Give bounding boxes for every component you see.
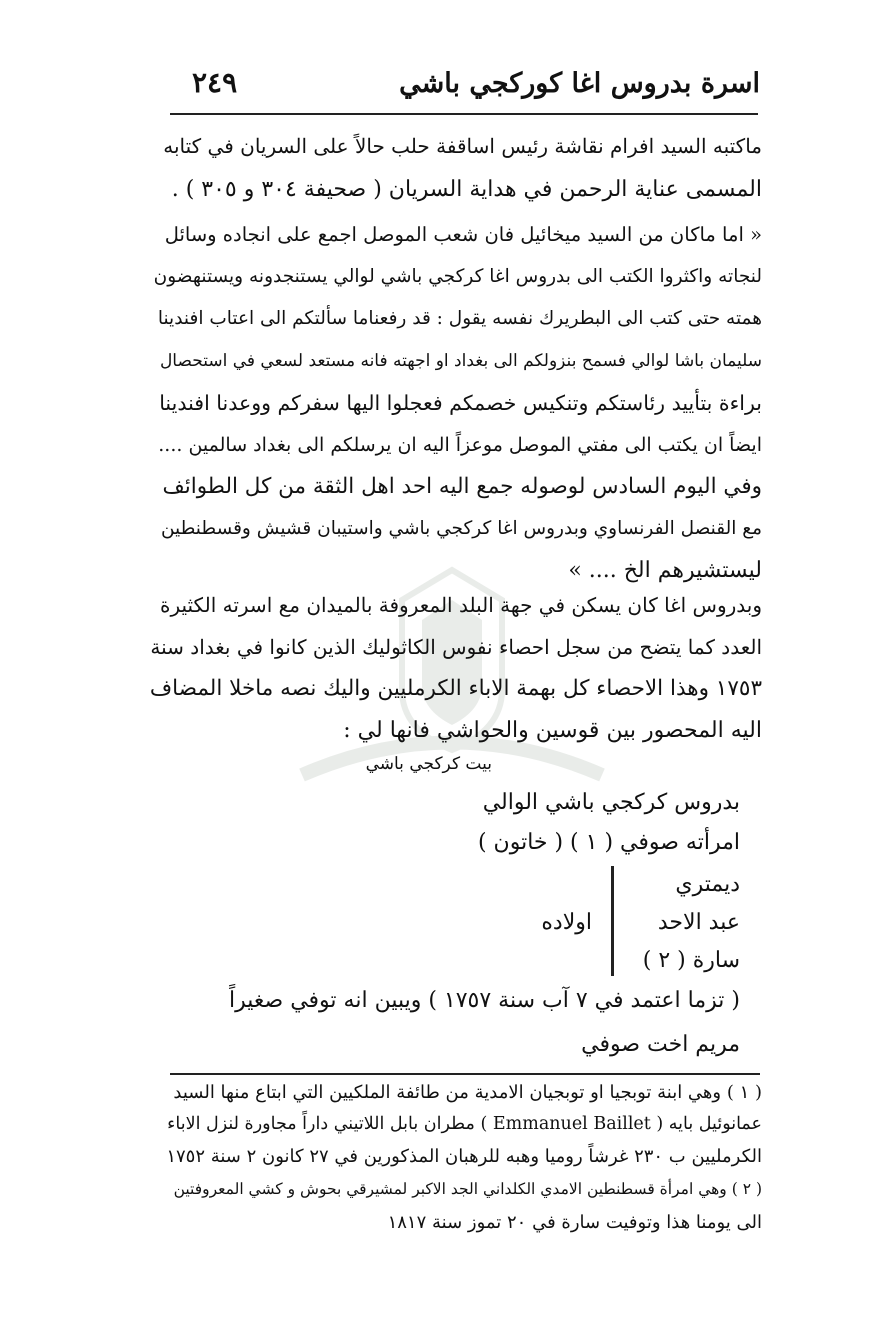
paragraph-1	[150, 124, 762, 214]
household-wife: امرأته صوفي ( ١ ) ( خاتون )	[477, 830, 740, 855]
paragraph-2	[150, 213, 762, 613]
text-line: مع القنصل الفرنساوي وبدروس اغا كركجي باشي واستيبان قشيش وقسطنطين	[160, 518, 762, 539]
footnote-line: الكرمليين ب ٢٣٠ غرشاً روميا وهبه للرهبان المذكورين في ٢٧ كانون ٢ سنة ١٧٥٢	[166, 1146, 762, 1167]
text-line: ماكتبه السيد افرام نقاشة رئيس اساقفة حلب حالاً على السريان في كتابه	[163, 134, 762, 158]
child-name: سارة ( ٢ )	[642, 948, 740, 973]
text-line: ليستشيرهم الخ .... »	[568, 558, 762, 583]
header-rule	[170, 113, 758, 115]
child-name: ديمتري	[675, 872, 740, 897]
footnote-line: ( ١ ) وهي ابنة توبجيا او توبجيان الامدية من طائفة الملكيين التي ابتاع منها السيد	[173, 1082, 762, 1103]
text-line: العدد كما يتضح من سجل احصاء نفوس الكاثوليك الذين كانوا في بغداد سنة	[150, 635, 762, 659]
text-line: وبدروس اغا كان يسكن في جهة البلد المعروفة بالميدان مع اسرته الكثيرة	[159, 593, 762, 617]
household-note: ( تزما اعتمد في ٧ آب سنة ١٧٥٧ ) ويبين انه توفي صغيراً	[229, 988, 740, 1013]
running-title: اسرة بدروس اغا كوركجي باشي	[399, 68, 760, 99]
children-label: اولاده	[541, 910, 592, 935]
text-line: لنجاته واكثروا الكتب الى بدروس اغا كركجي باشي لوالي يستنجدونه ويستنهضون	[153, 266, 762, 287]
text-line: ١٧٥٣ وهذا الاحصاء كل بهمة الاباء الكرمليين واليك نصه ماخلا المضاف	[149, 676, 762, 701]
child-name: عبد الاحد	[657, 910, 740, 935]
text-line: همته حتى كتب الى البطريرك نفسه يقول : قد رفعناما سألتكم الى اعتاب افندينا	[157, 308, 762, 329]
page-number: ٢٤٩	[192, 66, 238, 99]
text-line: ايضاً ان يكتب الى مفتي الموصل موعزاً اليه ان يرسلكم الى بغداد سالمين ....	[158, 434, 762, 456]
household-sister: مريم اخت صوفي	[581, 1032, 740, 1057]
footnote-line: ( ٢ ) وهي امرأة قسطنطين الامدي الكلداني الجد الاكبر لمشيرقي بحوش و كشي المعروفتين	[173, 1180, 762, 1198]
paragraph-3	[150, 583, 762, 763]
text-line: وفي اليوم السادس لوصوله جمع اليه احد اهل الثقة من كل الطوائف	[162, 474, 762, 499]
footnote-rule	[170, 1073, 760, 1075]
household-heading: بيت كركجي باشي	[365, 754, 492, 774]
children-bracket	[611, 866, 614, 976]
footnote-line: الى يومنا هذا وتوفيت سارة في ٢٠ تموز سنة ١٨١٧	[387, 1212, 762, 1233]
household-head: بدروس كركجي باشي الوالي	[482, 790, 740, 815]
text-line: سليمان باشا لوالي فسمح بنزولكم الى بغداد او اجهته فانه مستعد لسعي في استحصال	[159, 351, 762, 371]
text-line: المسمى عناية الرحمن في هداية السريان ( صحيفة ٣٠٤ و ٣٠٥ ) .	[171, 177, 762, 202]
page-header	[170, 62, 760, 112]
text-line: « اما ماكان من السيد ميخائيل فان شعب الموصل اجمع على انجاده وسائل	[164, 223, 762, 246]
footnote-line: عمانوئيل بايه ( Emmanuel Baillet ) مطران بابل اللاتيني داراً مجاورة لنزل الاباء	[167, 1114, 762, 1134]
text-line: براءة بتأييد رئاستكم وتنكيس خصمكم فعجلوا اليها سفركم ووعدنا افندينا	[159, 391, 762, 415]
text-line: اليه المحصور بين قوسين والحواشي فانها لي :	[343, 718, 762, 743]
